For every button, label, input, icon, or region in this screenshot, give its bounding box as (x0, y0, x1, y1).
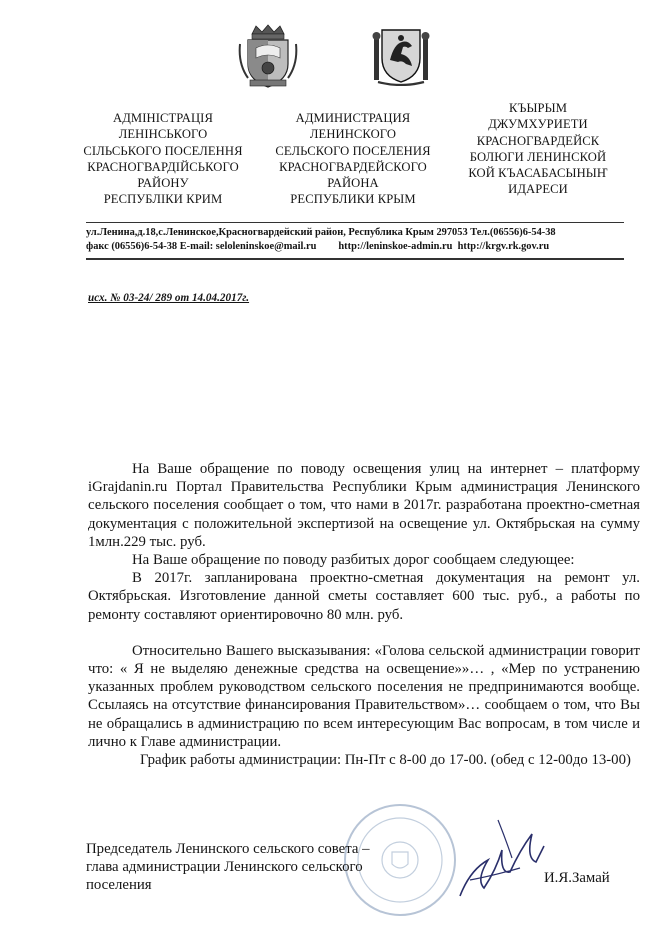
header-crimean-tatar (452, 100, 624, 198)
fax-email-line (86, 240, 626, 254)
header-line: ИДАРЕСИ (508, 182, 568, 197)
header-line: КРАСНОГВАРДЕЙСКОГО (279, 159, 427, 174)
header-divider-bold (86, 258, 624, 260)
crimea-coat-of-arms-icon (368, 24, 434, 86)
outgoing-number: исх. № 03-24/ 289 от 14.04.2017г. (88, 292, 250, 304)
signature-block (86, 840, 406, 895)
signatory-title-line: поселения (86, 877, 152, 894)
paragraph: В 2017г. запланирована проектно-сметная документация на ремонт ул. Октябрьская. Изготовление данной сметы составляет 600 тыс. руб., а работы по ремонту составляют ориентировочно 80 млн. руб. (88, 570, 640, 623)
header-line: ДЖУМХУРИЕТИ (488, 117, 588, 132)
header-russian (258, 110, 448, 208)
paragraph: Относительно Вашего высказывания: «Голова сельской администрации говорит что: « Я не выделяю денежные средства на освещение»»… , «Мер по устранению указанных проблем руководством сельского поселения не предпринимаются вообще. Ссылаясь на отсутствие финансирования Правительством»… сообщаем о том, что Вы не обращались в администрацию по всем интересующим Вас вопросам, в том числе и лично к Главе администрации. (88, 642, 640, 750)
address-line: ул.Ленина,д.18,с.Ленинское,Красногвардейский район, Республика Крым 297053 Тел.(06556)6-54-38 (86, 227, 556, 238)
signer-name: И.Я.Замай (544, 870, 610, 886)
header-line: СЕЛЬСКОГО ПОСЕЛЕНИЯ (275, 143, 431, 158)
header-line: БОЛЮГИ ЛЕНИНСКОЙ (469, 149, 607, 164)
contact-details (86, 226, 626, 254)
settlement-coat-of-arms-icon (238, 24, 298, 90)
website-link[interactable]: http://leninskoe-admin.ru (338, 241, 453, 252)
paragraph: На Ваше обращение по поводу освещения улиц на интернет – платформу iGrajdanin.ru Портал Правительства Республики Крым администрация Ленинского сельского поселения сообщает о том, что нами в 2017г. разработана проектно-сметная документация с положительной экспертизой на освещение ул. Октябрьская на сумму 1млн.229 тыс. руб. (88, 461, 640, 550)
paragraph: На Ваше обращение по поводу разбитых дорог сообщаем следующее: (132, 552, 575, 569)
header-line: АДМИНИСТРАЦИЯ (295, 111, 411, 125)
header-line: РЕСПУБЛИКИ КРЫМ (290, 192, 416, 207)
signatory-title-line: Председатель Ленинского сельского совета – (86, 841, 370, 857)
fax-email: факс (06556)6-54-38 E-mail: seloleninskoe@mail.ru (86, 241, 317, 252)
header-line: ЛЕНІНСЬКОГО (118, 127, 208, 142)
header-line: КРАСНОГВАРДІЙСЬКОГО (87, 159, 239, 174)
website-link[interactable]: http://krgv.rk.gov.ru (457, 241, 550, 252)
header-line: СІЛЬСЬКОГО ПОСЕЛЕННЯ (83, 143, 243, 158)
header-line: РЕСПУБЛІКИ КРИМ (103, 192, 223, 207)
header-line: КОЙ КЪАСАБАСЫНЫҤ (468, 166, 608, 181)
header-line: РАЙОНА (327, 176, 379, 191)
header-ukrainian (78, 110, 248, 208)
header-line: АДМІНІСТРАЦІЯ (113, 111, 213, 125)
header-line: ЛЕНИНСКОГО (309, 127, 397, 142)
letter-body (88, 460, 640, 769)
handwritten-signature-icon (440, 810, 550, 910)
header-line: КЪЫРЫМ (508, 101, 568, 115)
header-line: КРАСНОГВАРДЕЙСК (476, 133, 600, 148)
header-divider (86, 222, 624, 223)
signatory-title-line: глава администрации Ленинского сельского (86, 859, 363, 876)
header-line: РАЙОНУ (137, 176, 189, 191)
paragraph: График работы администрации: Пн-Пт с 8-00 до 17-00. (обед с 12-00до 13-00) (140, 752, 631, 769)
